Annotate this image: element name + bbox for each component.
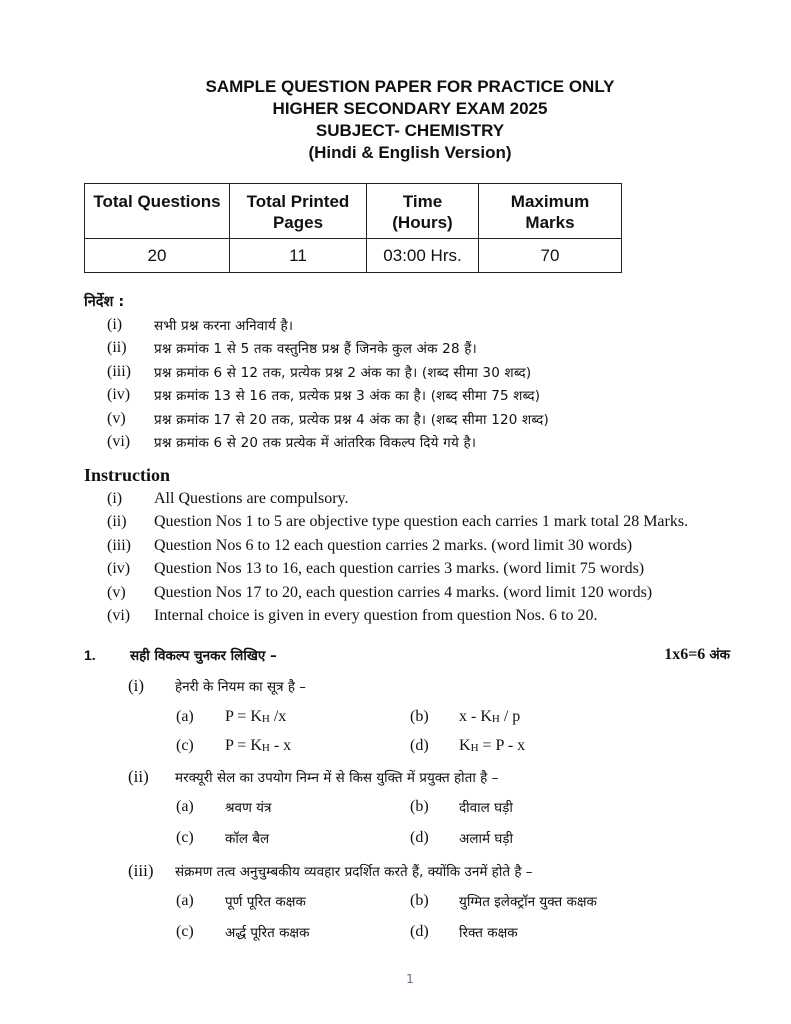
- header-maximum-marks: Maximum Marks: [479, 184, 622, 239]
- option-i-b: (b) x - $K_H$ / p: [410, 708, 521, 725]
- title-line-3: SUBJECT- CHEMISTRY: [315, 121, 505, 140]
- option-iii-b: (b) युग्मित इलेक्ट्रॉन युक्त कक्षक: [410, 892, 597, 910]
- question-number: 1.: [84, 646, 96, 663]
- list-item: (ii) प्रश्न क्रमांक 1 से 5 तक वस्तुनिष्ठ प्रश्न हैं जिनके कुल अंक 28 हैं।: [107, 339, 477, 358]
- header-time-hours: Time (Hours): [367, 184, 479, 239]
- list-item: (ii) Question Nos 1 to 5 are objective type question each carries 1 mark total 28 Marks.: [107, 513, 689, 531]
- question-marks: 1x6=6 अंक: [664, 646, 730, 663]
- exam-info-table: [84, 183, 622, 273]
- paper-title: [0, 76, 791, 164]
- option-i-c: (c) $P = K_H - x$: [176, 737, 292, 754]
- list-item: (i) All Questions are compulsory.: [107, 489, 349, 507]
- value-total-questions: 20: [85, 239, 230, 273]
- option-ii-a: (a) श्रवण यंत्र: [176, 798, 272, 816]
- list-item: (i) सभी प्रश्न करना अनिवार्य है।: [107, 315, 294, 334]
- list-item: (v) प्रश्न क्रमांक 17 से 20 तक, प्रत्येक प्रश्न 4 अंक का है। (शब्द सीमा 120 शब्द): [107, 409, 549, 428]
- list-item: (vi) Internal choice is given in every question from question Nos. 6 to 20.: [107, 607, 598, 625]
- title-line-1: SAMPLE QUESTION PAPER FOR PRACTICE ONLY: [205, 77, 615, 96]
- subquestion-i: (i) हेनरी के नियम का सूत्र है –: [128, 676, 307, 695]
- hindi-instructions-list: [107, 313, 549, 454]
- english-instructions-list: [107, 487, 688, 628]
- list-item: (iii) प्रश्न क्रमांक 6 से 12 तक, प्रत्येक प्रश्न 2 अंक का है। (शब्द सीमा 30 शब्द): [107, 362, 532, 381]
- title-line-2: HIGHER SECONDARY EXAM 2025: [272, 99, 548, 118]
- list-item: (iv) प्रश्न क्रमांक 13 से 16 तक, प्रत्येक प्रश्न 3 अंक का है। (शब्द सीमा 75 शब्द): [107, 386, 541, 405]
- option-ii-c: (c) कॉल बैल: [176, 829, 270, 847]
- list-item: (iv) Question Nos 13 to 16, each question carries 3 marks. (word limit 75 words): [107, 560, 645, 578]
- value-time-hours: 03:00 Hrs.: [367, 239, 479, 273]
- question-text: सही विकल्प चुनकर लिखिए –: [130, 647, 277, 664]
- info-table-value-row: [85, 239, 622, 273]
- option-iii-a: (a) पूर्ण पूरित कक्षक: [176, 892, 306, 910]
- question-1-header: [84, 645, 730, 664]
- title-line-4: (Hindi & English Version): [308, 143, 512, 162]
- hindi-instructions-heading: निर्देश :: [84, 294, 125, 310]
- option-i-a: (a) $P = K_H$ /x: [176, 708, 287, 725]
- subquestion-iii: (iii) संक्रमण तत्व अनुचुम्बकीय व्यवहार प्रदर्शित करते हैं, क्योंकि उनमें होते है –: [128, 861, 533, 880]
- list-item: (iii) Question Nos 6 to 12 each question carries 2 marks. (word limit 30 words): [107, 536, 633, 554]
- option-ii-b: (b) दीवाल घड़ी: [410, 798, 513, 816]
- header-total-printed-pages: Total Printed Pages: [230, 184, 367, 239]
- subquestion-ii: (ii) मरक्यूरी सेल का उपयोग निम्न में से किस युक्ति में प्रयुक्त होता है –: [128, 767, 499, 786]
- english-instructions-heading: Instruction: [84, 465, 171, 485]
- header-total-questions: Total Questions: [85, 184, 230, 239]
- option-iii-d: (d) रिक्त कक्षक: [410, 923, 518, 941]
- page-number: 1: [406, 972, 414, 986]
- option-iii-c: (c) अर्द्ध पूरित कक्षक: [176, 923, 310, 941]
- option-ii-d: (d) अलार्म घड़ी: [410, 829, 514, 847]
- list-item: (v) Question Nos 17 to 20, each question carries 4 marks. (word limit 120 words): [107, 583, 653, 601]
- value-total-printed-pages: 11: [230, 239, 367, 273]
- value-maximum-marks: 70: [479, 239, 622, 273]
- option-i-d: (d) $K_H = P - x$: [410, 737, 526, 754]
- info-table-header-row: [85, 184, 622, 239]
- list-item: (vi) प्रश्न क्रमांक 6 से 20 तक प्रत्येक में आंतरिक विकल्प दिये गये है।: [107, 433, 477, 452]
